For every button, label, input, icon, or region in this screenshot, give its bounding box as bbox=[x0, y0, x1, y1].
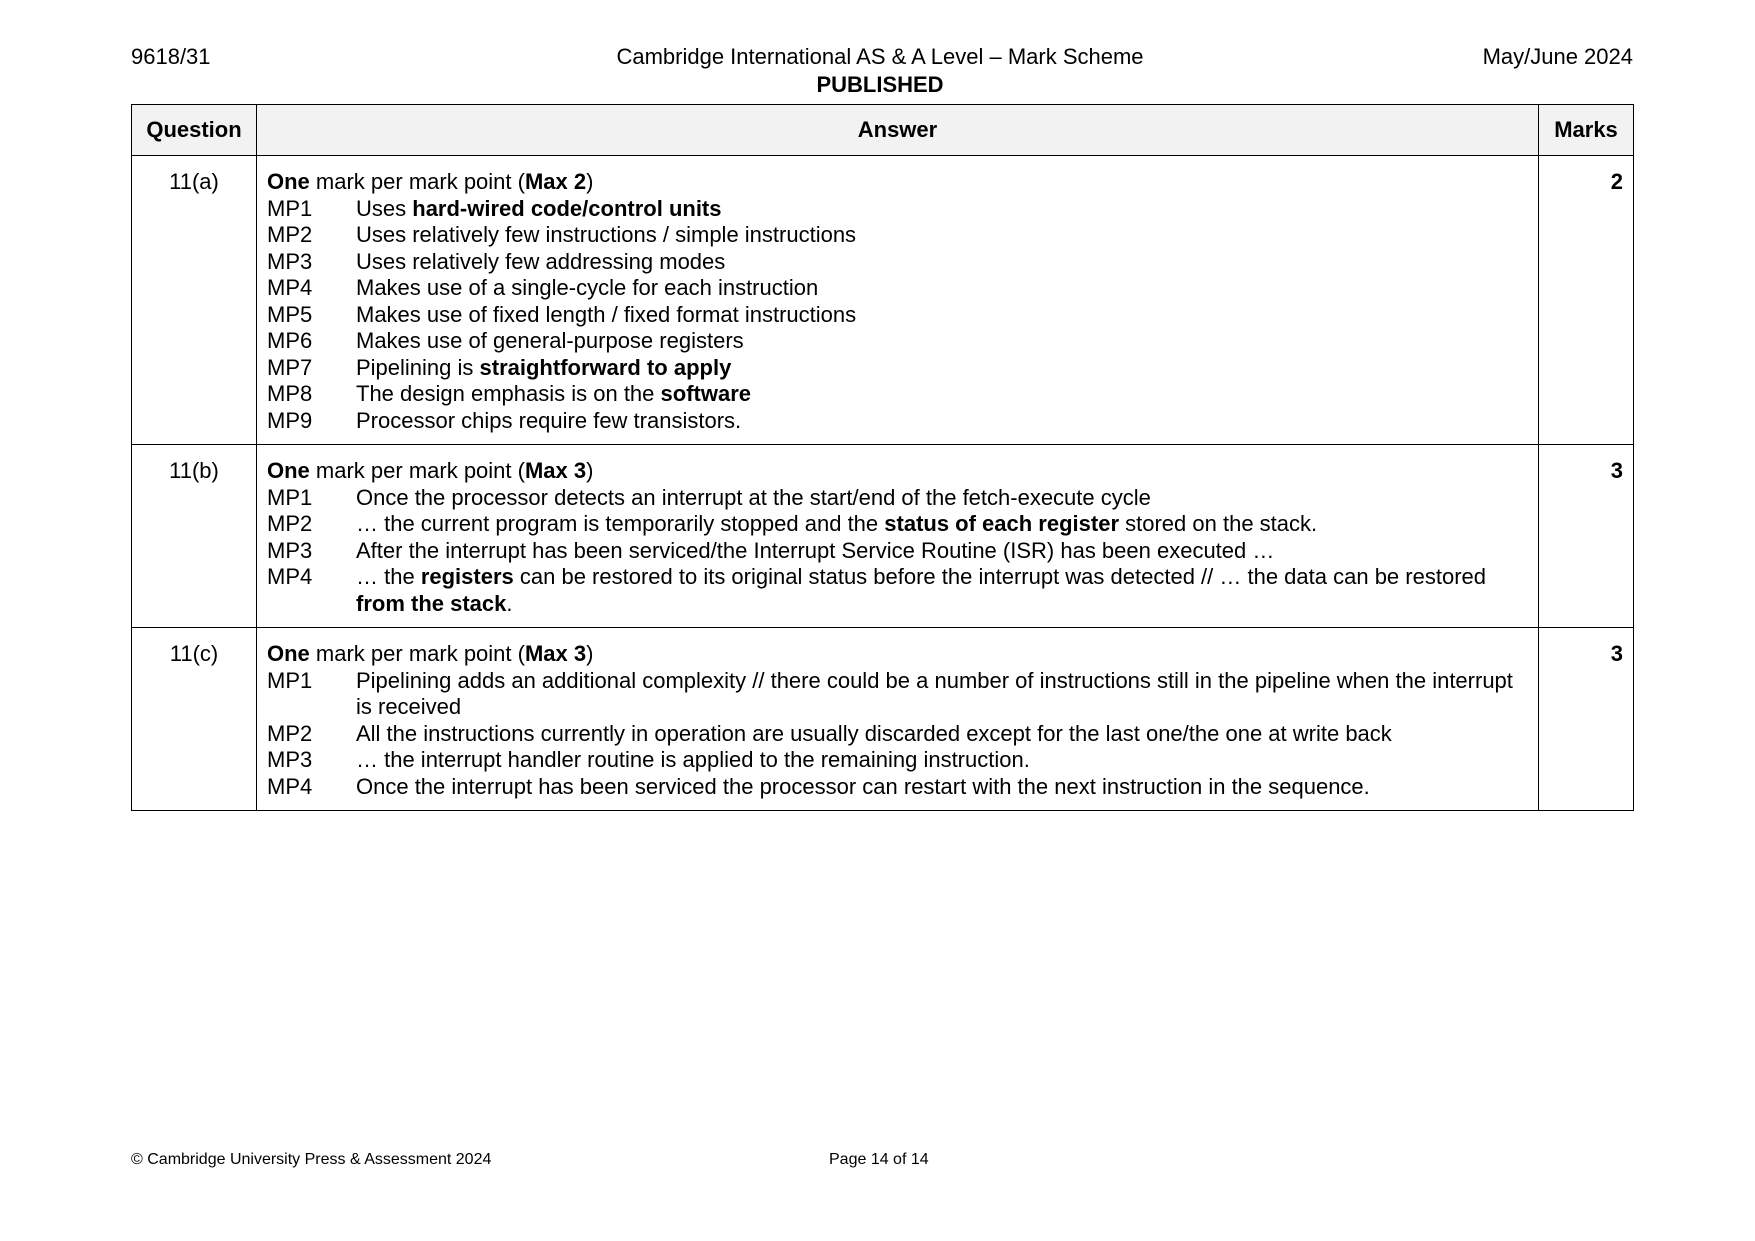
text-segment: Makes use of a single-cycle for each instruction bbox=[356, 275, 819, 300]
text-segment: All the instructions currently in operation are usually discarded except for the last one/the one at write back bbox=[356, 720, 1392, 746]
mark-point-text bbox=[356, 485, 1528, 512]
bold-text: One bbox=[267, 641, 310, 666]
bold-text: Max 3 bbox=[524, 641, 587, 666]
answer-cell bbox=[257, 445, 1539, 628]
mark-point-text bbox=[356, 222, 1528, 249]
mark-point-text bbox=[356, 774, 1528, 801]
mark-point bbox=[267, 774, 1528, 801]
question-number: 11(a) bbox=[132, 156, 257, 445]
mark-point bbox=[267, 249, 1528, 276]
text-segment: After the interrupt has been serviced/the Interrupt Service Routine (ISR) has been executed … bbox=[356, 537, 1275, 563]
exam-session: May/June 2024 bbox=[1482, 44, 1633, 69]
bold-text: hard-wired code/control units bbox=[412, 195, 722, 221]
marks-column-header: Marks bbox=[1539, 105, 1634, 156]
text-segment: . bbox=[506, 590, 513, 616]
text-segment: Once the interrupt has been serviced the processor can restart with the next instruction in the sequence. bbox=[356, 773, 1370, 799]
text-segment: can be restored to its original status before the interrupt was detected // … the data can be restored bbox=[513, 564, 1486, 589]
marking-instruction bbox=[267, 169, 1528, 196]
mark-point bbox=[267, 668, 1528, 721]
bold-text: software bbox=[660, 381, 751, 406]
text-segment: … the current program is temporarily stopped and the bbox=[356, 511, 885, 536]
mark-point-label: MP1 bbox=[267, 667, 313, 693]
mark-point-label: MP9 bbox=[267, 407, 313, 433]
mark-point-label: MP5 bbox=[267, 301, 313, 327]
mark-point bbox=[267, 196, 1528, 223]
table-row bbox=[132, 156, 1634, 445]
marking-instruction bbox=[267, 641, 1528, 668]
mark-point-text bbox=[356, 408, 1528, 435]
mark-point-text bbox=[356, 538, 1528, 565]
mark-point bbox=[267, 721, 1528, 748]
mark-point-label: MP2 bbox=[267, 222, 313, 247]
bold-text: straightforward to apply bbox=[479, 354, 732, 380]
bold-text: One bbox=[267, 458, 310, 483]
text-segment: Uses relatively few instructions / simple instructions bbox=[356, 222, 857, 247]
mark-point bbox=[267, 328, 1528, 355]
mark-point bbox=[267, 511, 1528, 538]
mark-point bbox=[267, 485, 1528, 512]
mark-point-text bbox=[356, 721, 1528, 748]
text-segment: ) bbox=[586, 169, 594, 194]
mark-point-label: MP3 bbox=[267, 248, 313, 274]
mark-point-text bbox=[356, 196, 1528, 223]
text-segment: mark per mark point ( bbox=[309, 458, 525, 483]
mark-point bbox=[267, 302, 1528, 329]
mark-point bbox=[267, 408, 1528, 435]
paper-code: 9618/31 bbox=[131, 44, 211, 69]
mark-point-label: MP7 bbox=[267, 354, 313, 380]
text-segment: The design emphasis is on the bbox=[356, 381, 661, 406]
document-title: Cambridge International AS & A Level – Mark Scheme bbox=[616, 44, 1144, 69]
table-header-row bbox=[132, 105, 1634, 156]
mark-point-label: MP3 bbox=[267, 537, 313, 563]
mark-point bbox=[267, 747, 1528, 774]
text-segment: Makes use of fixed length / fixed format instructions bbox=[356, 301, 857, 327]
mark-point-text bbox=[356, 564, 1528, 617]
mark-point-label: MP4 bbox=[267, 773, 313, 799]
answer-cell bbox=[257, 156, 1539, 445]
mark-point-text bbox=[356, 249, 1528, 276]
page-number: Page 14 of 14 bbox=[829, 1151, 929, 1168]
text-segment: … the bbox=[356, 564, 421, 589]
text-segment: Processor chips require few transistors. bbox=[356, 407, 742, 433]
mark-point-label: MP4 bbox=[267, 275, 313, 300]
table-row bbox=[132, 445, 1634, 628]
marks-value: 2 bbox=[1539, 156, 1634, 445]
bold-text: One bbox=[267, 169, 310, 194]
text-segment: Makes use of general-purpose registers bbox=[356, 328, 744, 353]
text-segment: ) bbox=[586, 458, 594, 483]
text-segment: Uses relatively few addressing modes bbox=[356, 248, 726, 274]
question-number: 11(b) bbox=[132, 445, 257, 628]
bold-text: from the stack bbox=[356, 590, 507, 616]
mark-point-text bbox=[356, 355, 1528, 382]
text-segment: ) bbox=[586, 641, 594, 666]
bold-text: Max 2 bbox=[524, 169, 587, 194]
mark-point-text bbox=[356, 275, 1528, 302]
mark-scheme-table bbox=[131, 104, 1634, 811]
mark-point-text bbox=[356, 328, 1528, 355]
marks-value: 3 bbox=[1539, 445, 1634, 628]
mark-point bbox=[267, 222, 1528, 249]
mark-point-text bbox=[356, 302, 1528, 329]
bold-text: Max 3 bbox=[524, 458, 587, 483]
text-segment: Pipelining adds an additional complexity // there could be a number of instructions still in the pipeline when the interrupt is received bbox=[356, 667, 1513, 719]
marking-instruction bbox=[267, 458, 1528, 485]
mark-point-text bbox=[356, 381, 1528, 408]
table-body bbox=[132, 156, 1634, 811]
mark-point-text bbox=[356, 747, 1528, 774]
mark-point bbox=[267, 538, 1528, 565]
mark-point-label: MP2 bbox=[267, 511, 313, 536]
question-column-header: Question bbox=[132, 105, 257, 156]
answer-column-header: Answer bbox=[257, 105, 1539, 156]
copyright-notice: © Cambridge University Press & Assessment 2024 bbox=[131, 1151, 492, 1168]
text-segment: Pipelining is bbox=[356, 354, 480, 380]
mark-point bbox=[267, 381, 1528, 408]
mark-point bbox=[267, 355, 1528, 382]
answer-cell bbox=[257, 628, 1539, 811]
mark-point-label: MP3 bbox=[267, 747, 313, 772]
published-label: PUBLISHED bbox=[816, 72, 944, 97]
text-segment: mark per mark point ( bbox=[309, 641, 525, 666]
question-number: 11(c) bbox=[132, 628, 257, 811]
mark-point bbox=[267, 564, 1528, 617]
text-segment: mark per mark point ( bbox=[309, 169, 525, 194]
table-row bbox=[132, 628, 1634, 811]
text-segment: … the interrupt handler routine is applied to the remaining instruction. bbox=[356, 747, 1030, 772]
mark-point-label: MP1 bbox=[267, 195, 313, 221]
marks-value: 3 bbox=[1539, 628, 1634, 811]
mark-point-text bbox=[356, 511, 1528, 538]
text-segment: Once the processor detects an interrupt at the start/end of the fetch-execute cycle bbox=[356, 484, 1151, 510]
text-segment: stored on the stack. bbox=[1119, 511, 1318, 536]
mark-point-label: MP2 bbox=[267, 720, 313, 746]
text-segment: Uses bbox=[356, 195, 413, 221]
mark-point-text bbox=[356, 668, 1528, 721]
mark-point-label: MP1 bbox=[267, 484, 313, 510]
mark-point-label: MP6 bbox=[267, 328, 313, 353]
mark-point bbox=[267, 275, 1528, 302]
bold-text: registers bbox=[420, 564, 514, 589]
mark-point-label: MP8 bbox=[267, 381, 313, 406]
bold-text: status of each register bbox=[884, 511, 1120, 536]
mark-point-label: MP4 bbox=[267, 564, 313, 589]
